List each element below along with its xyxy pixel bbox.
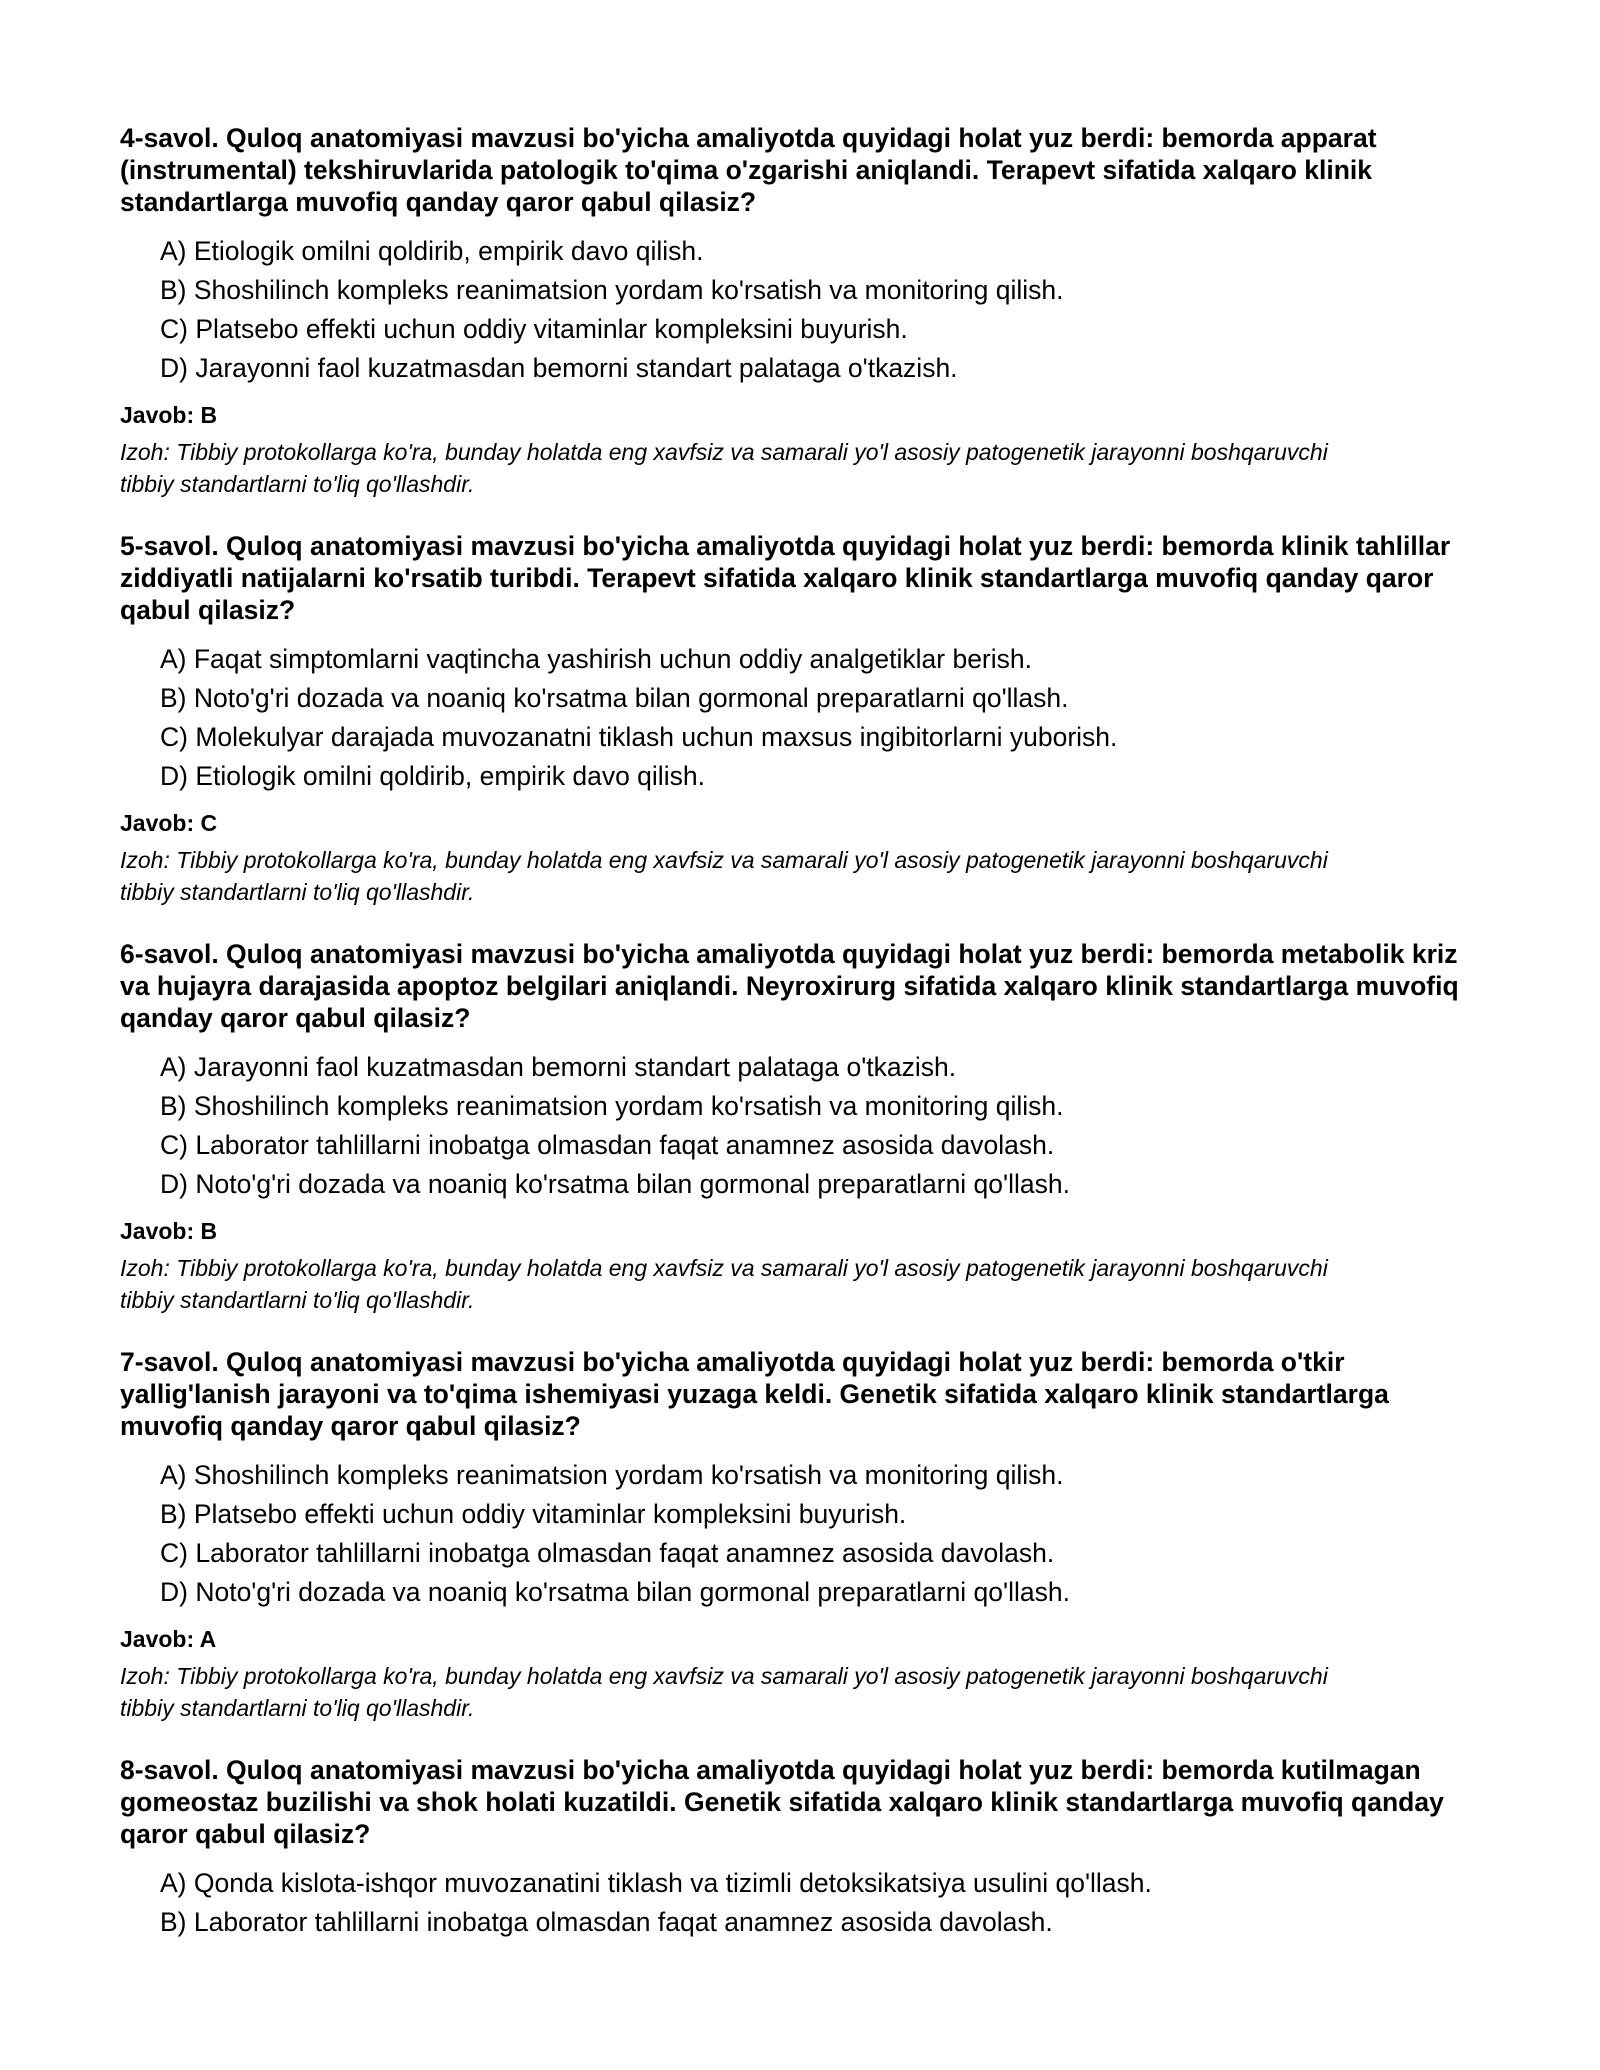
explanation-note: Izoh: Tibbiy protokollarga ko'ra, bunday holatda eng xavfsiz va samarali yo'l asosiy patogenetik jarayonni boshqaruvchi tibbiy standartlarni to'liq qo'llashdir. (120, 439, 1328, 497)
option-c: C) Laborator tahlillarni inobatga olmasdan faqat anamnez asosida davolash. (160, 1130, 1055, 1160)
option-a: A) Shoshilinch kompleks reanimatsion yordam ko'rsatish va monitoring qilish. (160, 1460, 1064, 1490)
option-b: B) Laborator tahlillarni inobatga olmasdan faqat anamnez asosida davolash. (160, 1907, 1053, 1937)
option-c: C) Platsebo effekti uchun oddiy vitaminlar kompleksini buyurish. (160, 314, 908, 344)
question-block-4 (120, 122, 1490, 500)
question-text: 4-savol. Quloq anatomiyasi mavzusi bo'yicha amaliyotda quyidagi holat yuz berdi: bemorda apparat (instrumental) tekshiruvlarida patologik to'qima o'zgarishi aniqlandi. Terapevt sifatida xalqaro klinik standartlarga muvofiq qanday qaror qabul qilasiz? (120, 123, 1377, 217)
option-d: D) Jarayonni faol kuzatmasdan bemorni standart palataga o'tkazish. (160, 353, 958, 383)
option-c: C) Molekulyar darajada muvozanatni tiklash uchun maxsus ingibitorlarni yuborish. (160, 722, 1118, 752)
question-text: 7-savol. Quloq anatomiyasi mavzusi bo'yicha amaliyotda quyidagi holat yuz berdi: bemorda o'tkir yallig'lanish jarayoni va to'qima ishemiyasi yuzaga keldi. Genetik sifatida xalqaro klinik standartlarga muvofiq qanday qaror qabul qilasiz? (120, 1347, 1389, 1441)
option-list (120, 1864, 1490, 1942)
option-d: D) Etiologik omilni qoldirib, empirik davo qilish. (160, 761, 705, 791)
explanation-note: Izoh: Tibbiy protokollarga ko'ra, bunday holatda eng xavfsiz va samarali yo'l asosiy patogenetik jarayonni boshqaruvchi tibbiy standartlarni to'liq qo'llashdir. (120, 1663, 1328, 1721)
question-text: 6-savol. Quloq anatomiyasi mavzusi bo'yicha amaliyotda quyidagi holat yuz berdi: bemorda metabolik kriz va hujayra darajasida apoptoz belgilari aniqlandi. Neyroxirurg sifatida xalqaro klinik standartlarga muvofiq qanday qaror qabul qilasiz? (120, 939, 1459, 1033)
option-b: B) Shoshilinch kompleks reanimatsion yordam ko'rsatish va monitoring qilish. (160, 1091, 1064, 1121)
answer-label: Javob: B (120, 402, 218, 428)
option-b: B) Noto'g'ri dozada va noaniq ko'rsatma bilan gormonal preparatlarni qo'llash. (160, 683, 1069, 713)
option-a: A) Qonda kislota-ishqor muvozanatini tiklash va tizimli detoksikatsiya usulini qo'llash. (160, 1868, 1152, 1898)
answer-label: Javob: C (120, 810, 218, 836)
option-b: B) Platsebo effekti uchun oddiy vitaminlar kompleksini buyurish. (160, 1499, 907, 1529)
option-a: A) Etiologik omilni qoldirib, empirik davo qilish. (160, 236, 704, 266)
option-a: A) Faqat simptomlarni vaqtincha yashirish uchun oddiy analgetiklar berish. (160, 644, 1032, 674)
answer-label: Javob: B (120, 1218, 218, 1244)
question-text: 5-savol. Quloq anatomiyasi mavzusi bo'yicha amaliyotda quyidagi holat yuz berdi: bemorda klinik tahlillar ziddiyatli natijalarni ko'rsatib turibdi. Terapevt sifatida xalqaro klinik standartlarga muvofiq qanday qaror qabul qilasiz? (120, 531, 1451, 625)
question-text: 8-savol. Quloq anatomiyasi mavzusi bo'yicha amaliyotda quyidagi holat yuz berdi: bemorda kutilmagan gomeostaz buzilishi va shok holati kuzatildi. Genetik sifatida xalqaro klinik standartlarga muvofiq qanday qaror qabul qilasiz? (120, 1755, 1444, 1849)
question-block-7 (120, 1346, 1490, 1724)
option-list (120, 1048, 1490, 1204)
question-block-6 (120, 938, 1490, 1316)
option-d: D) Noto'g'ri dozada va noaniq ko'rsatma bilan gormonal preparatlarni qo'llash. (160, 1169, 1070, 1199)
question-block-8 (120, 1754, 1490, 1942)
option-c: C) Laborator tahlillarni inobatga olmasdan faqat anamnez asosida davolash. (160, 1538, 1055, 1568)
option-list (120, 640, 1490, 796)
explanation-note: Izoh: Tibbiy protokollarga ko'ra, bunday holatda eng xavfsiz va samarali yo'l asosiy patogenetik jarayonni boshqaruvchi tibbiy standartlarni to'liq qo'llashdir. (120, 847, 1328, 905)
option-d: D) Noto'g'ri dozada va noaniq ko'rsatma bilan gormonal preparatlarni qo'llash. (160, 1577, 1070, 1607)
explanation-note: Izoh: Tibbiy protokollarga ko'ra, bunday holatda eng xavfsiz va samarali yo'l asosiy patogenetik jarayonni boshqaruvchi tibbiy standartlarni to'liq qo'llashdir. (120, 1255, 1328, 1313)
option-a: A) Jarayonni faol kuzatmasdan bemorni standart palataga o'tkazish. (160, 1052, 957, 1082)
answer-label: Javob: A (120, 1626, 217, 1652)
option-list (120, 232, 1490, 388)
option-list (120, 1456, 1490, 1612)
question-block-5 (120, 530, 1490, 908)
option-b: B) Shoshilinch kompleks reanimatsion yordam ko'rsatish va monitoring qilish. (160, 275, 1064, 305)
